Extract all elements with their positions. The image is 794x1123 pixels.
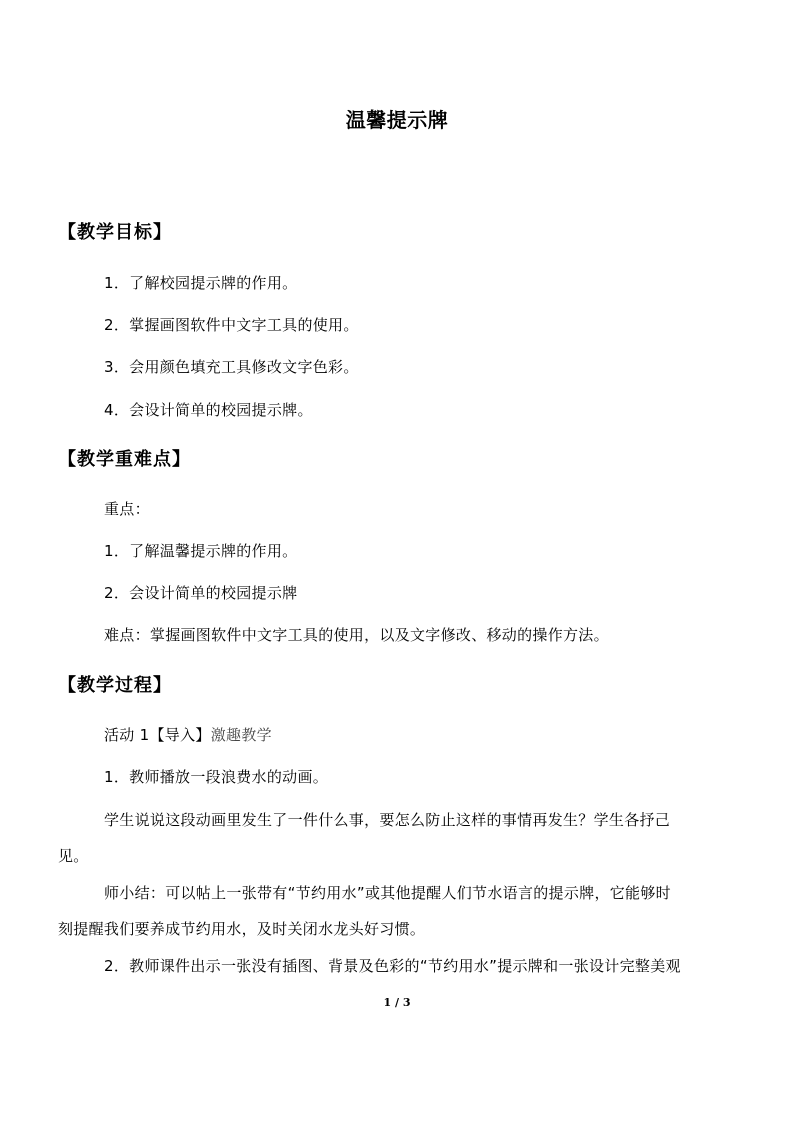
section-heading-key-points: 【教学重难点】 bbox=[58, 449, 191, 470]
activity-prefix: 活动 1【导入】 bbox=[104, 726, 211, 744]
focus-label: 重点： bbox=[104, 500, 150, 518]
paragraph-1-line-2: 见。 bbox=[58, 847, 89, 865]
page-title: 温馨提示牌 bbox=[345, 108, 449, 132]
process-paragraph-1 bbox=[58, 802, 724, 874]
paragraph-2-line-2: 刻提醒我们要养成节约用水，及时关闭水龙头好习惯。 bbox=[58, 920, 426, 938]
section-heading-objectives: 【教学目标】 bbox=[58, 222, 172, 243]
process-step-2: 2．教师课件出示一张没有插图、背景及色彩的“节约用水”提示牌和一张设计完整美观 bbox=[104, 957, 681, 975]
activity-title bbox=[104, 725, 272, 745]
activity-suffix: 激趣教学 bbox=[210, 726, 272, 744]
process-paragraph-2 bbox=[58, 875, 724, 947]
objective-item-4: 4．会设计简单的校园提示牌。 bbox=[104, 401, 313, 419]
paragraph-2-line-1: 师小结：可以帖上一张带有“节约用水”或其他提醒人们节水语言的提示牌，它能够时 bbox=[104, 884, 671, 902]
focus-item-2: 2．会设计简单的校园提示牌 bbox=[104, 584, 298, 602]
paragraph-1-line-1: 学生说说这段动画里发生了一件什么事，要怎么防止这样的事情再发生？学生各抒己 bbox=[104, 811, 671, 829]
objective-item-2: 2．掌握画图软件中文字工具的使用。 bbox=[104, 316, 359, 334]
page-number: 1 / 3 bbox=[383, 996, 411, 1009]
process-step-1: 1．教师播放一段浪费水的动画。 bbox=[104, 768, 329, 786]
focus-item-1: 1．了解温馨提示牌的作用。 bbox=[104, 542, 298, 560]
objective-item-1: 1．了解校园提示牌的作用。 bbox=[104, 274, 298, 292]
objective-item-3: 3．会用颜色填充工具修改文字色彩。 bbox=[104, 358, 359, 376]
difficulty-text: 难点：掌握画图软件中文字工具的使用，以及文字修改、移动的操作方法。 bbox=[104, 626, 609, 644]
section-heading-process: 【教学过程】 bbox=[58, 675, 172, 696]
